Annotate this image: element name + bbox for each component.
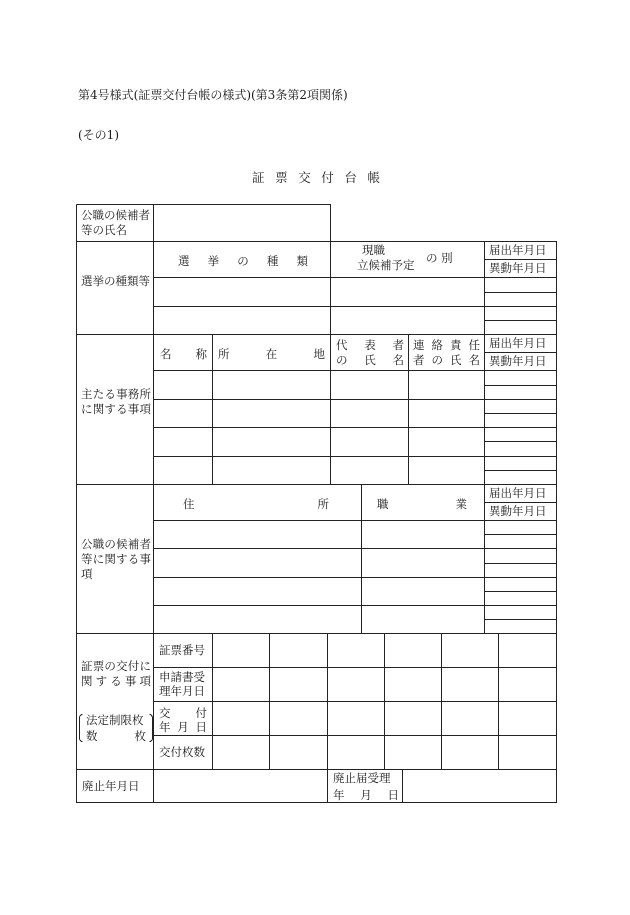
abolition-date-label: 廃止年月日: [82, 779, 140, 793]
legal-limit-label: 法定制限枚: [86, 713, 144, 727]
changed-date-header: 異動年月日: [489, 504, 547, 518]
changed-date-header: 異動年月日: [489, 261, 547, 275]
occupation-header: 職 業: [377, 497, 467, 511]
address-header: 住 所: [183, 497, 329, 511]
abolition-receipt-label-1: 廃止届受理: [333, 771, 391, 785]
form-subtitle: (その1): [78, 128, 119, 142]
election-type-column-header: 選 挙 の 種 類: [178, 254, 308, 268]
abolition-receipt-label-2: 年 月 日: [333, 788, 399, 802]
representative-name-header: 代表者 の氏名: [336, 338, 404, 367]
office-location-header: 所 在 地: [218, 347, 325, 361]
application-received-label-2: 理年月日: [159, 684, 205, 698]
legal-limit-count: 数 枚: [86, 729, 146, 743]
form-title: 第4号様式(証票交付台帳の様式)(第3条第2項関係): [78, 88, 348, 102]
issue-date-label-2: 年 月 日: [159, 720, 207, 734]
status-current-label: 現職: [362, 243, 385, 257]
candidate-name-label: 公職の候補者等の氏名: [81, 208, 150, 237]
contact-person-header: 連絡責任 者の氏名: [413, 338, 480, 367]
changed-date-header: 異動年月日: [489, 354, 547, 368]
application-received-label-1: 申請書受: [159, 670, 205, 684]
filed-date-header: 届出年月日: [489, 243, 547, 257]
office-section-label: 主たる事務所に関する事項: [81, 387, 151, 416]
election-type-label: 選挙の種類等: [81, 274, 150, 288]
issued-count-label: 交付枚数: [159, 745, 205, 759]
filed-date-header: 届出年月日: [489, 336, 547, 350]
status-planned-label: 立候補予定: [357, 258, 415, 272]
office-name-header: 名 称: [160, 347, 207, 361]
candidate-section-label: 公職の候補者等に関する事項: [81, 537, 151, 581]
issue-date-label-1: 交 付: [159, 706, 207, 720]
document-title: 証 票 交 付 台 帳: [252, 170, 380, 185]
certificate-number-label: 証票番号: [159, 643, 205, 657]
issuance-section-label: 証票の交付に関する事項: [81, 659, 151, 688]
filed-date-header: 届出年月日: [489, 486, 547, 500]
status-distinction-label: の 別: [426, 251, 453, 265]
